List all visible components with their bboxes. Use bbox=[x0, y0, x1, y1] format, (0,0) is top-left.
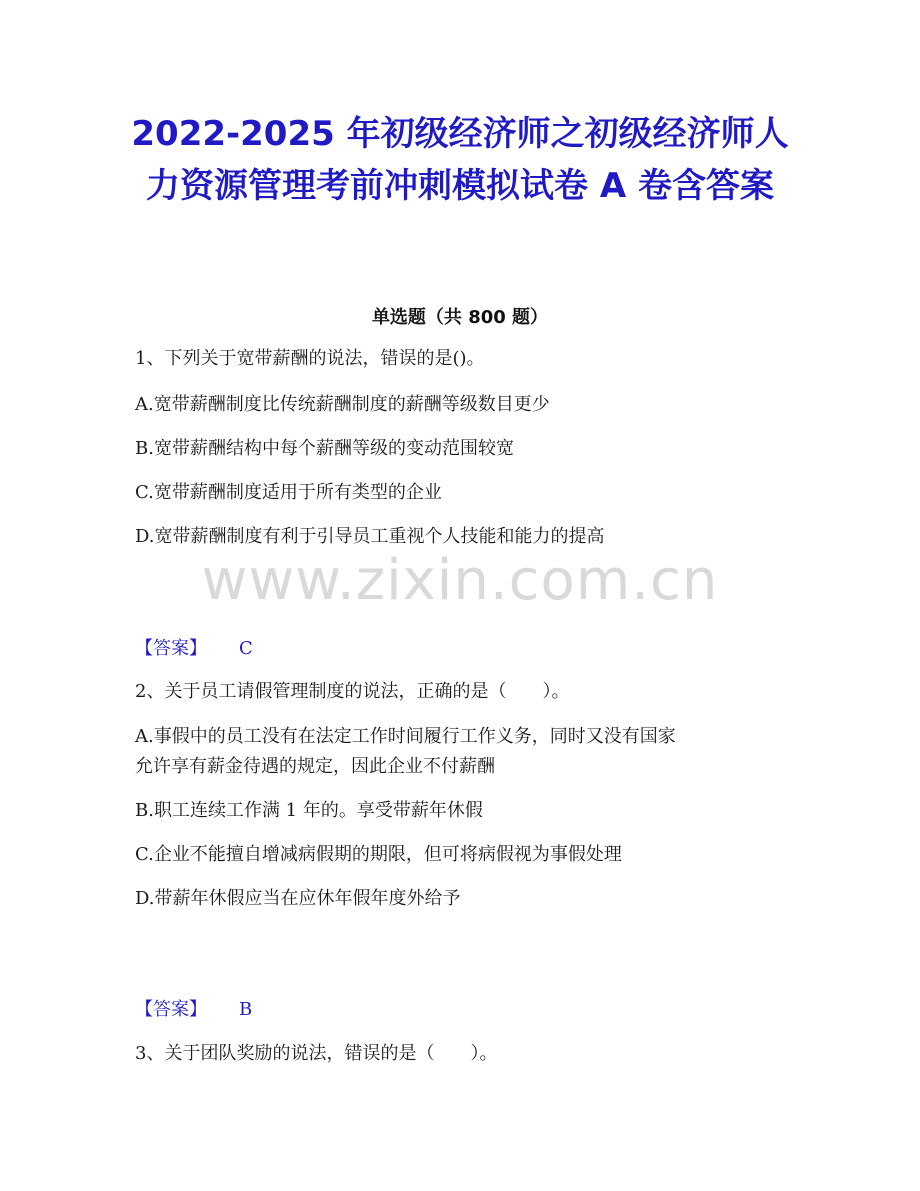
answer-label: 【答案】 bbox=[135, 999, 207, 1020]
question-2-option-d: D.带薪年休假应当在应休年假年度外给予 bbox=[135, 888, 461, 909]
answer-label: 【答案】 bbox=[135, 638, 207, 659]
question-1-option-c: C.宽带薪酬制度适用于所有类型的企业 bbox=[135, 482, 442, 503]
question-1-option-d: D.宽带薪酬制度有利于引导员工重视个人技能和能力的提高 bbox=[135, 526, 605, 547]
question-1-option-b: B.宽带薪酬结构中每个薪酬等级的变动范围较宽 bbox=[135, 438, 514, 459]
section-heading: 单选题（共 800 题） bbox=[371, 307, 549, 328]
document-title: 2022-2025 年初级经济师之初级经济师人力资源管理考前冲刺模拟试卷 A 卷含答案 bbox=[131, 114, 789, 206]
question-2-stem: 2、关于员工请假管理制度的说法，正确的是（ ）。 bbox=[135, 681, 570, 702]
question-3-stem: 3、关于团队奖励的说法，错误的是（ ）。 bbox=[135, 1043, 498, 1064]
answer-value: C bbox=[239, 638, 253, 659]
question-1-option-a: A.宽带薪酬制度比传统薪酬制度的薪酬等级数目更少 bbox=[135, 394, 550, 415]
question-2-option-a: A.事假中的员工没有在法定工作时间履行工作义务，同时又没有国家 bbox=[135, 726, 676, 747]
question-1-stem: 1、下列关于宽带薪酬的说法，错误的是()。 bbox=[135, 348, 485, 369]
question-2-answer bbox=[135, 997, 252, 1023]
question-2-option-a-continued: 允许享有薪金待遇的规定，因此企业不付薪酬 bbox=[135, 756, 495, 777]
question-1-answer bbox=[135, 636, 253, 662]
question-2-option-b: B.职工连续工作满 1 年的。享受带薪年休假 bbox=[135, 800, 483, 821]
answer-value: B bbox=[239, 999, 253, 1020]
question-2-option-c: C.企业不能擅自增减病假期的期限，但可将病假视为事假处理 bbox=[135, 844, 622, 865]
watermark: www.zixin.com.cn bbox=[201, 548, 719, 613]
